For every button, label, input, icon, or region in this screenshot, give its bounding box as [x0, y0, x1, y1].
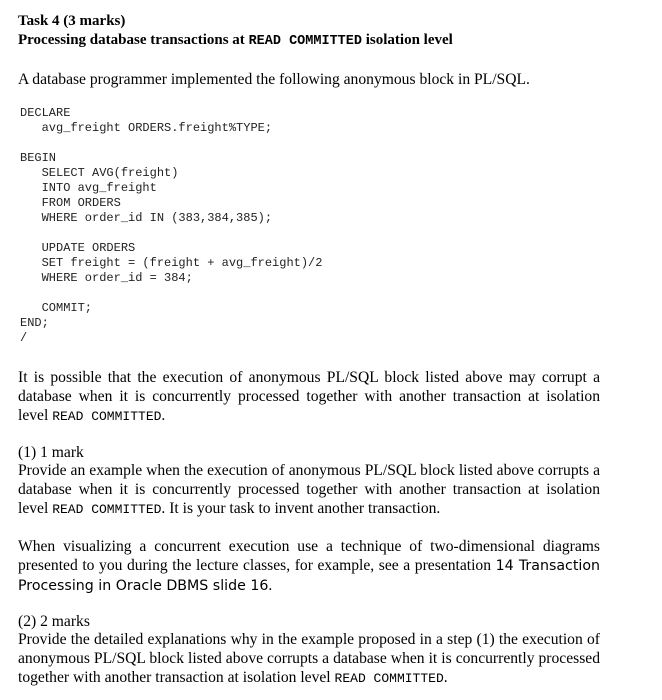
statement-code: READ COMMITTED	[52, 409, 162, 424]
presentation-reference: 14 Transaction Processing in Oracle DBMS slide 16	[18, 558, 601, 594]
part1-text: Provide an example when the execution of anonymous PL/SQL block listed above corrupts a database when it is concurrently processed together with another transaction at isolation level	[18, 462, 600, 517]
task-title: Task 4 (3 marks)	[18, 13, 126, 29]
code-declare-block: DECLARE avg_freight ORDERS.freight%TYPE;	[20, 106, 273, 135]
visualizing-paragraph	[18, 537, 600, 596]
part1-end: . It is your task to invent another transaction.	[161, 500, 441, 517]
statement-paragraph	[18, 368, 600, 426]
part2-text: Provide the detailed explanations why in the example proposed in a step (1) the execution of anonymous PL/SQL block listed above corrupts a database when it is concurrently processed together with another transaction at isolation level	[18, 631, 600, 686]
statement-text: It is possible that the execution of anonymous PL/SQL block listed above may corrupt a database when it is concurrently processed together with another transaction at isolation level	[18, 369, 600, 424]
subtitle-suffix: isolation level	[361, 32, 453, 48]
part2-paragraph	[18, 630, 600, 688]
intro-paragraph: A database programmer implemented the following anonymous block in PL/SQL.	[18, 71, 530, 88]
visualizing-text: When visualizing a concurrent execution use a technique of two-dimensional diagrams presented to you during the lecture classes, for example, see a presentation	[18, 538, 600, 574]
part1-heading: (1) 1 mark	[18, 444, 84, 461]
part2-heading: (2) 2 marks	[18, 613, 90, 630]
subtitle-code: READ COMMITTED	[248, 34, 362, 49]
subtitle-prefix: Processing database transactions at	[18, 32, 249, 48]
part2-code: READ COMMITTED	[334, 671, 444, 686]
part2-end: .	[443, 669, 448, 686]
part1-code: READ COMMITTED	[52, 502, 162, 517]
task-subtitle	[18, 32, 453, 49]
part1-paragraph	[18, 461, 600, 519]
statement-end: .	[161, 407, 166, 424]
visualizing-end: .	[268, 577, 273, 594]
code-body-block: BEGIN SELECT AVG(freight) INTO avg_freight FROM ORDERS WHERE order_id IN (383,384,385); UPDATE ORDERS SET freight = (freight + avg_freight)/2 WHERE order_id = 384; COMMIT; END; /	[20, 151, 323, 345]
